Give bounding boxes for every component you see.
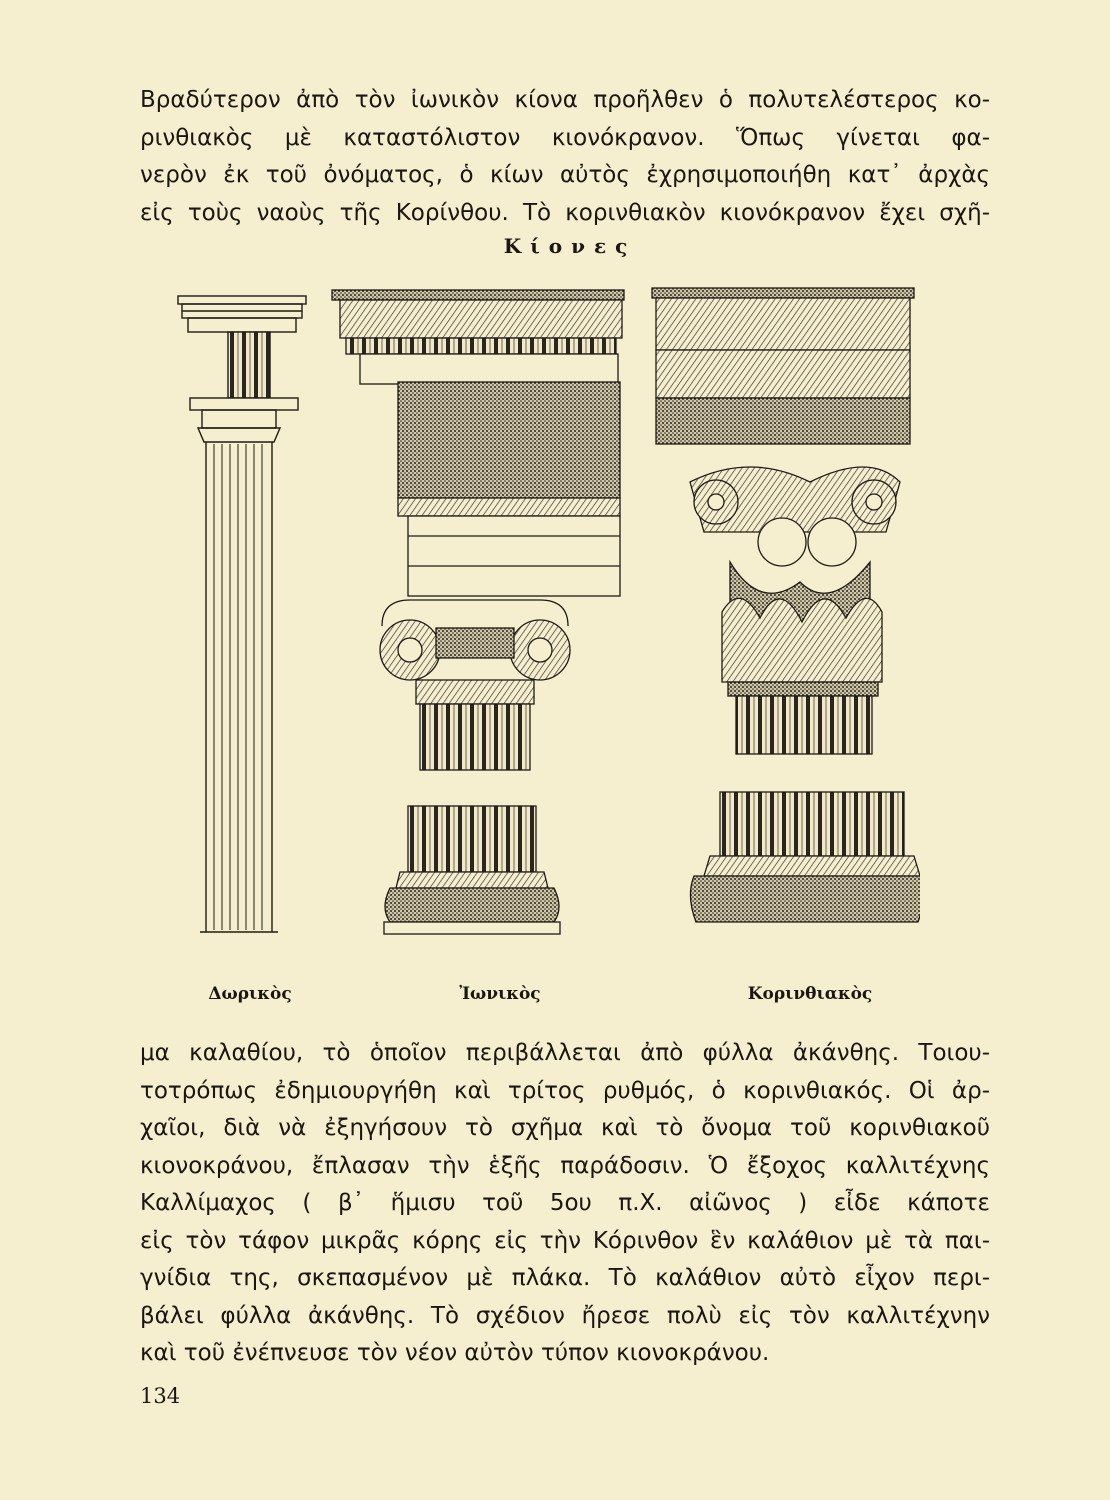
figure-title: Κίονες	[503, 234, 637, 258]
caption-doric: Δωρικὸς	[208, 984, 292, 1004]
text-line: τοτρόπως ἐδημιουργήθη καὶ τρίτος ρυθμός, ὁ κορινθιακός. Οἱ ἀρ-	[140, 1077, 990, 1104]
text-line: μα καλαθίου, τὸ ὁποῖον περιβάλλεται ἀπὸ φύλλα ἀκάνθης. Τοιου-	[140, 1040, 990, 1066]
text-line: εἰς τοὺς ναοὺς τῆς Κορίνθου. Τὸ κορινθιακὸν κιονόκρανον ἔχει σχῆ-	[140, 199, 990, 226]
text-line: βάλει φύλλα ἀκάνθης. Τὸ σχέδιον ἤρεσε πολὺ εἰς τὸν καλλιτέχνην	[140, 1302, 990, 1329]
text-line: κιονοκράνου, ἔπλασαν τὴν ἑξῆς παράδοσιν. Ὁ ἔξοχος καλλιτέχνης	[140, 1152, 990, 1179]
paragraph-bottom	[140, 1035, 990, 1373]
doric-triglyphs	[228, 332, 270, 398]
page-number: 134	[140, 1384, 181, 1408]
text-line: γνίδια της, σκεπασμένον μὲ πλάκα. Τὸ καλάθιον αὐτὸ εἶχον περι-	[140, 1265, 990, 1291]
text-line: χαῖοι, διὰ νὰ ἐξηγήσουν τὸ σχῆμα καὶ τὸ ὄνομα τοῦ κορινθιακοῦ	[140, 1115, 990, 1141]
ionic-column-drawing	[332, 290, 624, 934]
text-line: Καλλίμαχος ( β᾽ ἥμισυ τοῦ 5ου π.Χ. αἰῶνος ) εἶδε κάποτε	[140, 1190, 990, 1216]
text-line: νερὸν ἐκ τοῦ ὀνόματος, ὁ κίων αὐτὸς ἐχρησιμοποιήθη κατ᾽ ἀρχὰς	[140, 162, 990, 188]
caption-ionic: Ἰωνικὸς	[459, 984, 541, 1004]
corinthian-column-drawing	[652, 288, 920, 922]
text-line: εἰς τὸν τάφον μικρᾶς κόρης εἰς τὴν Κόρινθον ἓν καλάθιον μὲ τὰ παι-	[140, 1227, 990, 1254]
columns-illustration	[170, 282, 920, 962]
text-line: καὶ τοῦ ἐνέπνευσε τὸν νέον αὐτὸν τύπον κιονοκράνου.	[140, 1340, 770, 1366]
text-line: Βραδύτερον ἀπὸ τὸν ἰωνικὸν κίονα προῆλθεν ὁ πολυτελέστερος κο-	[140, 87, 990, 113]
text-line: ρινθιακὸς μὲ καταστόλιστον κιονόκρανον. Ὅπως γίνεται φα-	[140, 124, 990, 151]
paragraph-top	[140, 82, 990, 232]
doric-column-drawing	[178, 296, 306, 932]
caption-corinthian: Κορινθιακὸς	[747, 984, 873, 1004]
